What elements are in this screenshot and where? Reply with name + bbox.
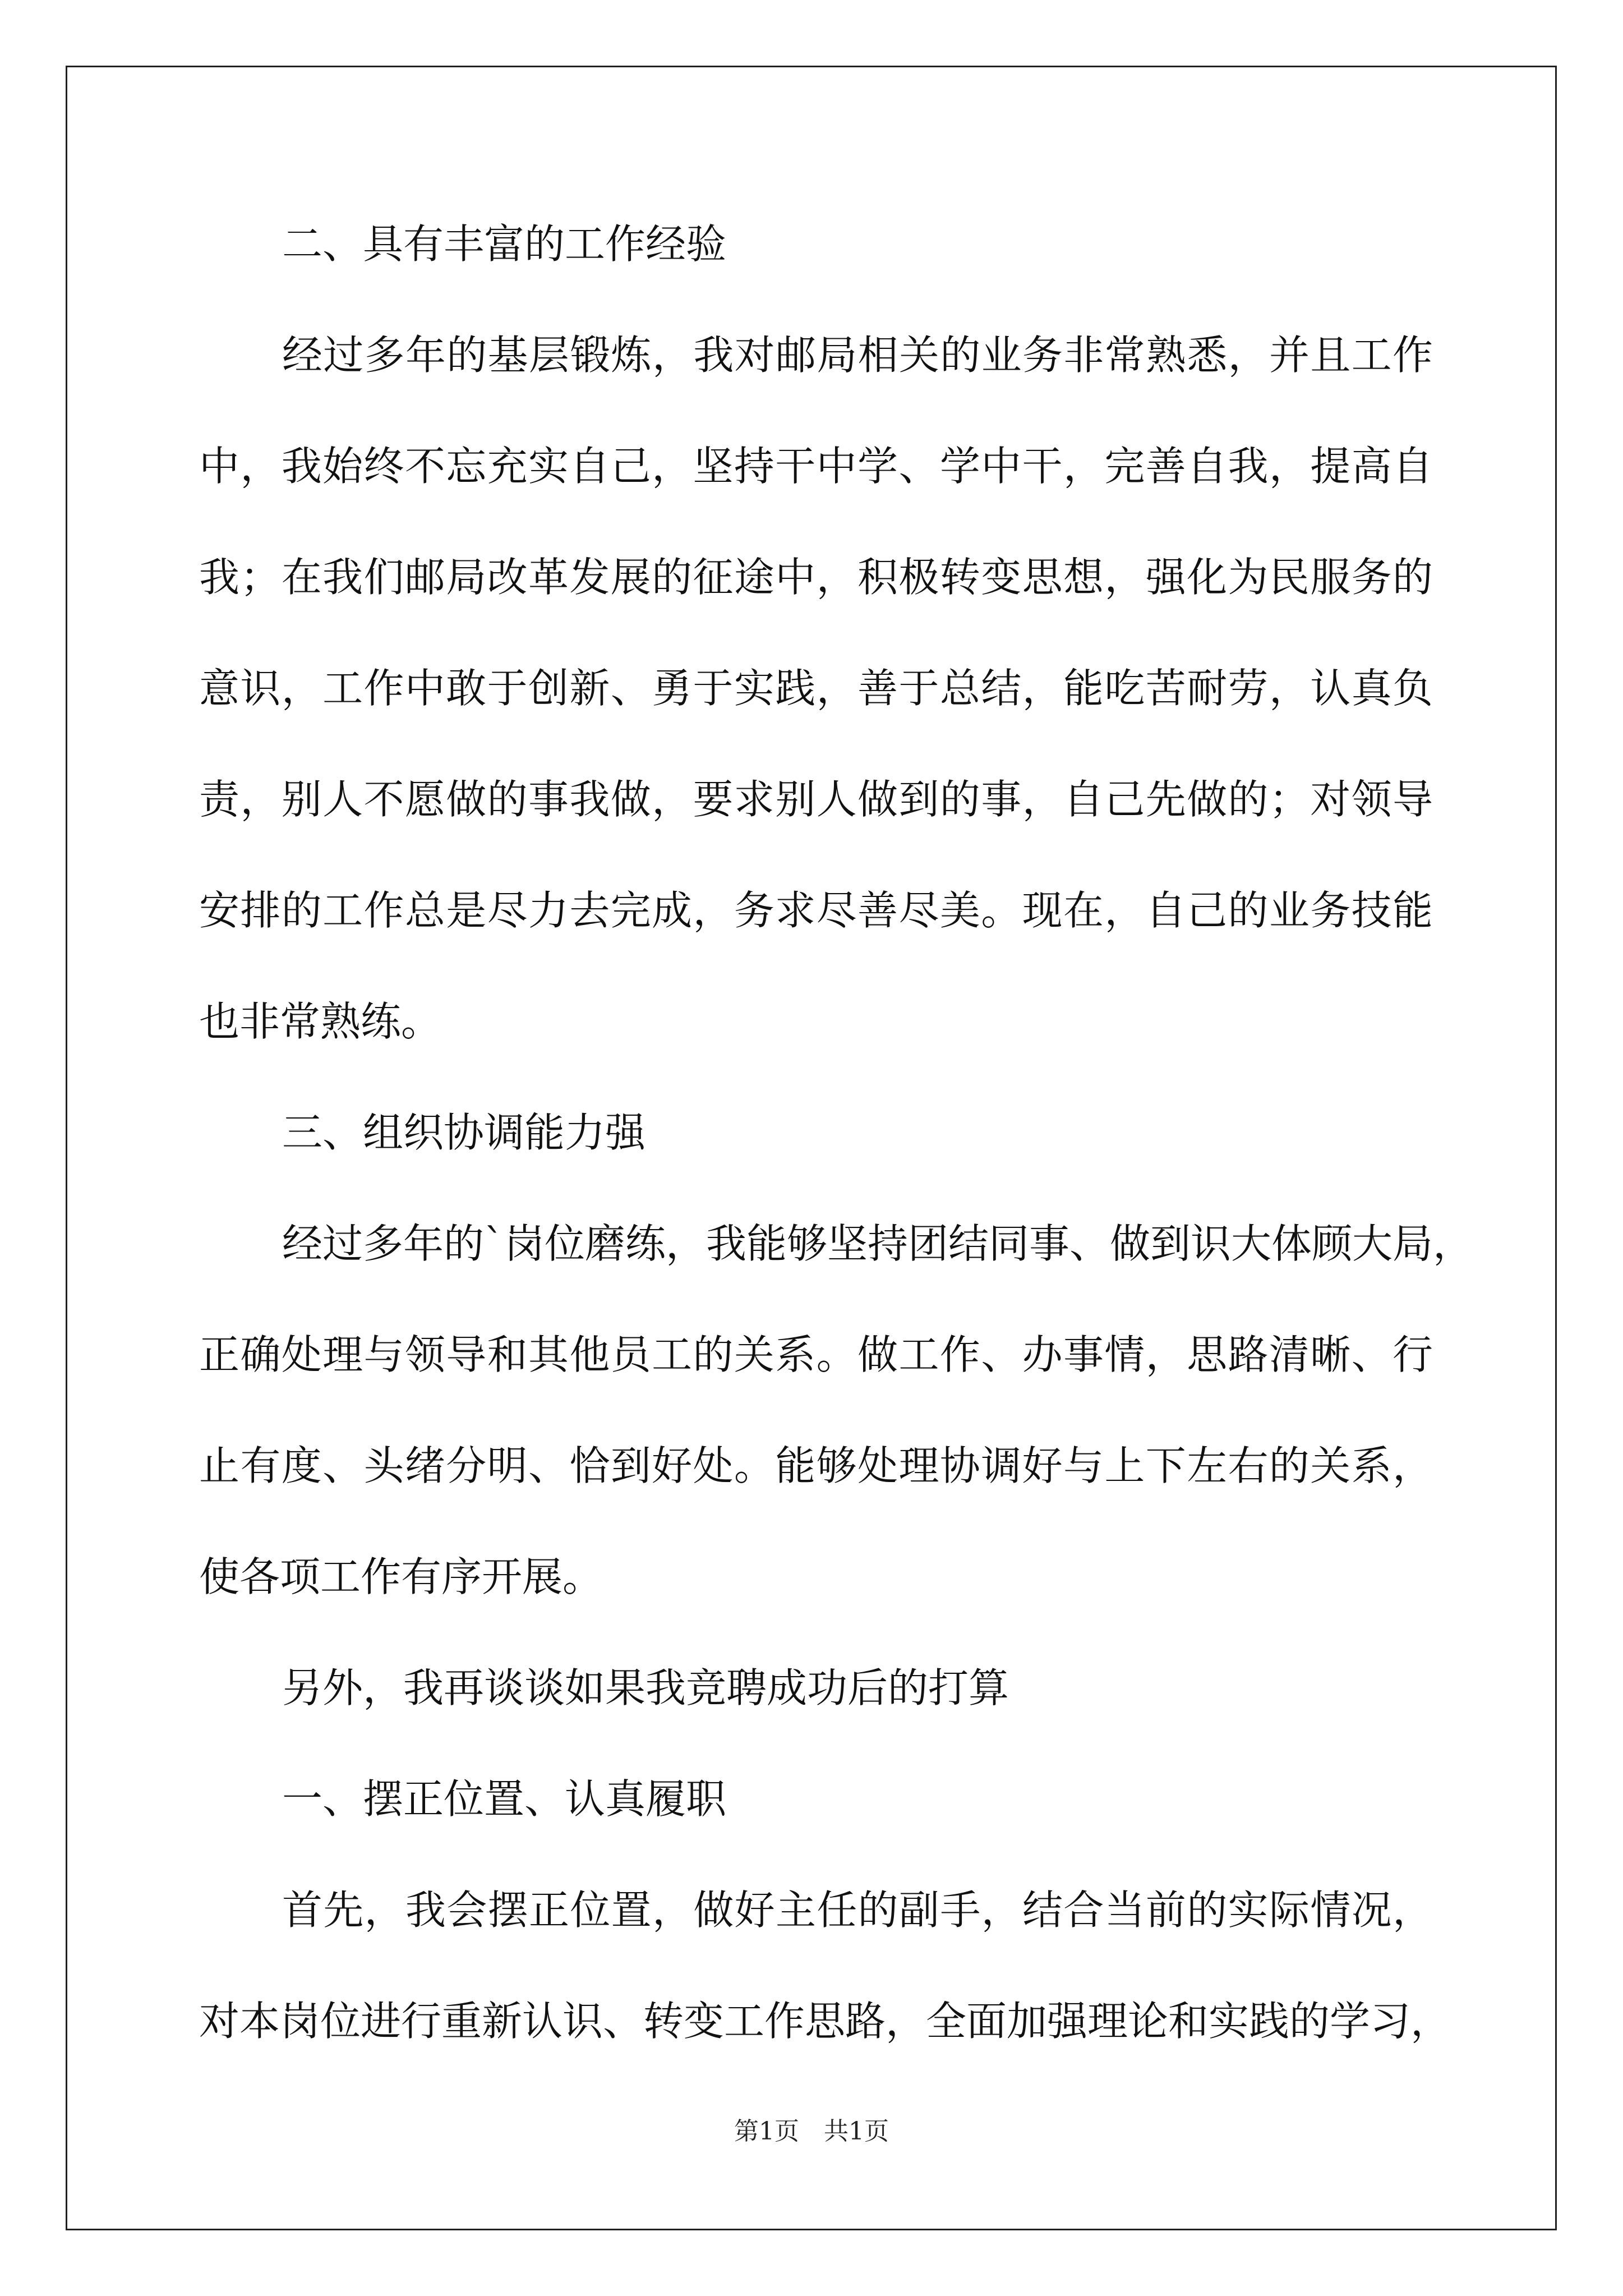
paragraph-line: 我；在我们邮局改革发展的征途中，积极转变思想，强化为民服务的: [199, 554, 1433, 601]
paragraph-line: 另外，我再谈谈如果我竞聘成功后的打算: [282, 1664, 1009, 1711]
paragraph-line: 安排的工作总是尽力去完成，务求尽善尽美。现在，自己的业务技能: [199, 887, 1433, 934]
paragraph-line: 使各项工作有序开展。: [199, 1553, 603, 1600]
paragraph-line: 也非常熟练。: [199, 998, 442, 1045]
paragraph-line: 经过多年的`岗位磨练，我能够坚持团结同事、做到识大体顾大局，: [282, 1220, 1474, 1267]
paragraph-line: 中，我始终不忘充实自己，坚持干中学、学中干，完善自我，提高自: [199, 443, 1433, 490]
paragraph-line: 对本岗位进行重新认识、转变工作思路，全面加强理论和实践的学习，: [199, 1998, 1451, 2045]
paragraph-line: 首先，我会摆正位置，做好主任的副手，结合当前的实际情况，: [282, 1887, 1433, 1934]
paragraph-line: 经过多年的基层锻炼，我对邮局相关的业务非常熟悉，并且工作: [282, 332, 1433, 379]
heading-position: 一、摆正位置、认真履职: [282, 1775, 727, 1823]
heading-coordination: 三、组织协调能力强: [282, 1109, 646, 1156]
heading-experience: 二、具有丰富的工作经验: [282, 220, 727, 268]
page-number: 第1页 共1页: [734, 2117, 889, 2146]
paragraph-line: 止有度、头绪分明、恰到好处。能够处理协调好与上下左右的关系，: [199, 1442, 1433, 1489]
paragraph-line: 意识，工作中敢于创新、勇于实践，善于总结，能吃苦耐劳，认真负: [199, 665, 1433, 712]
paragraph-line: 正确处理与领导和其他员工的关系。做工作、办事情，思路清晰、行: [199, 1331, 1433, 1378]
paragraph-line: 责，别人不愿做的事我做，要求别人做到的事，自己先做的；对领导: [199, 776, 1433, 823]
